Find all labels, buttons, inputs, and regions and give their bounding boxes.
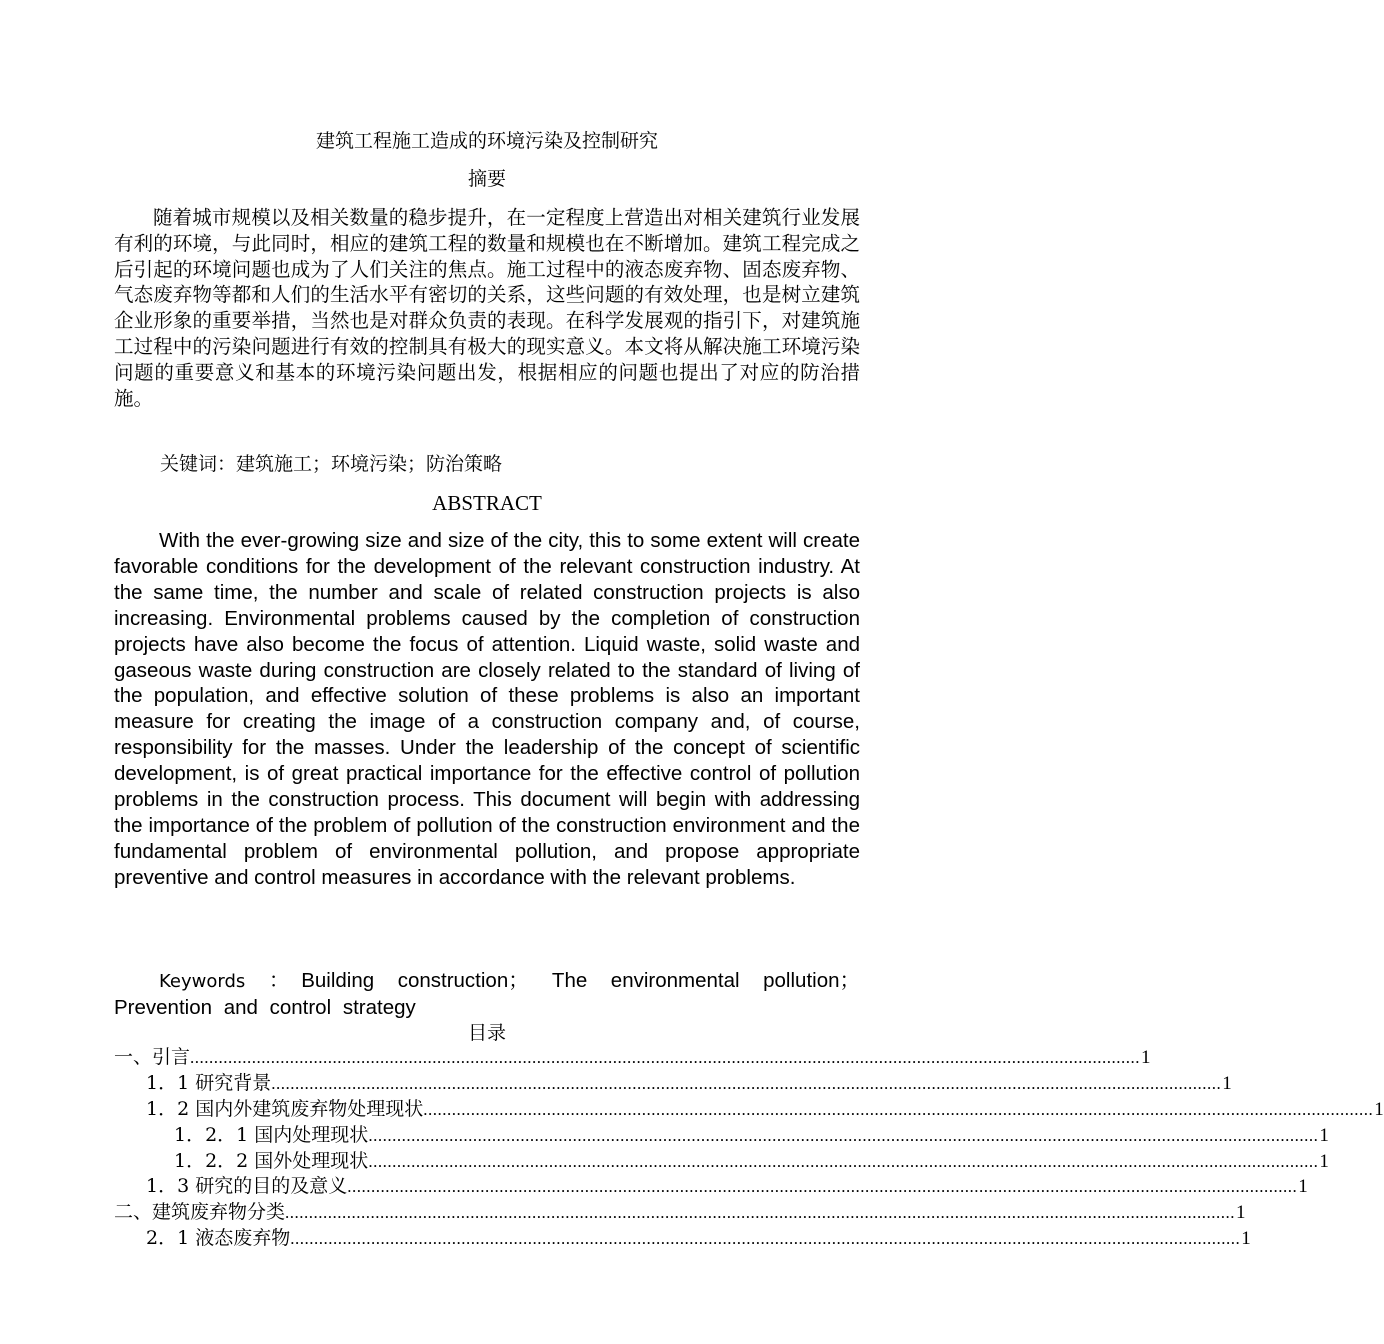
document-title: 建筑工程施工造成的环境污染及控制研究: [315, 130, 658, 152]
toc-entry-page: 1: [1241, 1228, 1251, 1250]
toc-leader-dots: ........................................................................................................................................................................................................: [368, 1151, 1319, 1171]
keywords-cn-text: 建筑施工；环境污染；防治策略: [236, 453, 503, 475]
toc-entry-page: 1: [1374, 1098, 1384, 1120]
document-page: [114, 0, 1384, 1344]
toc-entry-label: 1．3 研究的目的及意义: [146, 1175, 348, 1198]
toc-leader-dots: ........................................................................................................................................................................................................: [368, 1125, 1319, 1145]
toc-entry[interactable]: [114, 1097, 1384, 1123]
toc-entry-label: 2．1 液态废弃物: [146, 1227, 291, 1250]
keywords-en-label: Keywords: [159, 971, 246, 992]
toc-entry-label: 1．2．1 国内处理现状: [174, 1123, 369, 1146]
toc-entry-page: 1: [1222, 1072, 1232, 1094]
toc-leader-dots: ........................................................................................................................................................................................................: [285, 1203, 1236, 1223]
abstract-en-paragraph: With the ever-growing size and size of the city, this to some extent will create favorable conditions for the development of the relevant construction industry. At the same time, the number and scale of related construction projects is also increasing. Environmental problems caused by the completion of construction projects have also become the focus of attention. Liquid waste, solid waste and gaseous waste during construction are closely related to the standard of living of the population, and effective solution of these problems is also an important measure for creating the image of a construction company and, of course, responsibility for the masses. Under the leadership of the concept of scientific development, is of great practical importance for the effective control of pollution problems in the construction process. This document will begin with addressing the importance of the problem of pollution of the construction environment and the fundamental problem of environmental pollution, and propose appropriate preventive and control measures in accordance with the relevant problems.: [114, 529, 860, 889]
keywords-en-text: Building construction； The environmental pollution； Prevention and control strategy: [114, 969, 860, 1019]
toc-entry-page: 1: [1141, 1047, 1151, 1068]
toc-leader-dots: ........................................................................................................................................................................................................: [423, 1099, 1374, 1119]
toc-entry-page: 1: [1236, 1202, 1246, 1224]
toc-entry[interactable]: [114, 1174, 1308, 1200]
toc-entry-label: 1．2 国内外建筑废弃物处理现状: [146, 1097, 424, 1120]
toc-entry[interactable]: [114, 1123, 1329, 1149]
table-of-contents: [114, 1045, 1384, 1252]
toc-entry[interactable]: [114, 1071, 1232, 1097]
toc-entry[interactable]: [114, 1200, 1246, 1226]
keywords-en: [114, 968, 860, 1021]
toc-entry[interactable]: [114, 1045, 1151, 1071]
abstract-cn-paragraph: 随着城市规模以及相关数量的稳步提升，在一定程度上营造出对相关建筑行业发展有利的环境，与此同时，相应的建筑工程的数量和规模也在不断增加。建筑工程完成之后引起的环境问题也成为了人们关注的焦点。施工过程中的液态废弃物、固态废弃物、气态废弃物等都和人们的生活水平有密切的关系，这些问题的有效处理，也是树立建筑企业形象的重要举措，当然也是对群众负责的表现。在科学发展观的指引下，对建筑施工过程中的污染问题进行有效的控制具有极大的现实意义。本文将从解决施工环境污染问题的重要意义和基本的环境污染问题出发，根据相应的问题也提出了对应的防治措施。: [114, 206, 860, 410]
abstract-cn-heading: 摘要: [467, 168, 506, 190]
toc-leader-dots: ........................................................................................................................................................................................................: [290, 1229, 1241, 1249]
toc-entry-label: 一、引言: [114, 1046, 191, 1068]
toc-entry[interactable]: [114, 1149, 1329, 1175]
toc-entry-page: 1: [1298, 1176, 1308, 1198]
toc-heading: 目录: [467, 1022, 506, 1044]
toc-entry-label: 二、建筑废弃物分类: [114, 1201, 286, 1224]
toc-entry-page: 1: [1319, 1124, 1329, 1146]
toc-entry-label: 1．1 研究背景: [146, 1071, 272, 1094]
toc-leader-dots: ........................................................................................................................................................................................................: [271, 1073, 1222, 1093]
toc-entry[interactable]: [114, 1226, 1251, 1252]
toc-entry-page: 1: [1319, 1150, 1329, 1172]
toc-leader-dots: ........................................................................................................................................................................................................: [190, 1048, 1141, 1067]
toc-leader-dots: ........................................................................................................................................................................................................: [347, 1177, 1298, 1197]
abstract-en-heading: ABSTRACT: [432, 491, 542, 515]
toc-entry-label: 1．2．2 国外处理现状: [174, 1149, 369, 1172]
keywords-en-separator: ：: [268, 969, 302, 992]
keywords-cn-label: 关键词：: [160, 453, 237, 475]
keywords-cn: [160, 451, 860, 477]
